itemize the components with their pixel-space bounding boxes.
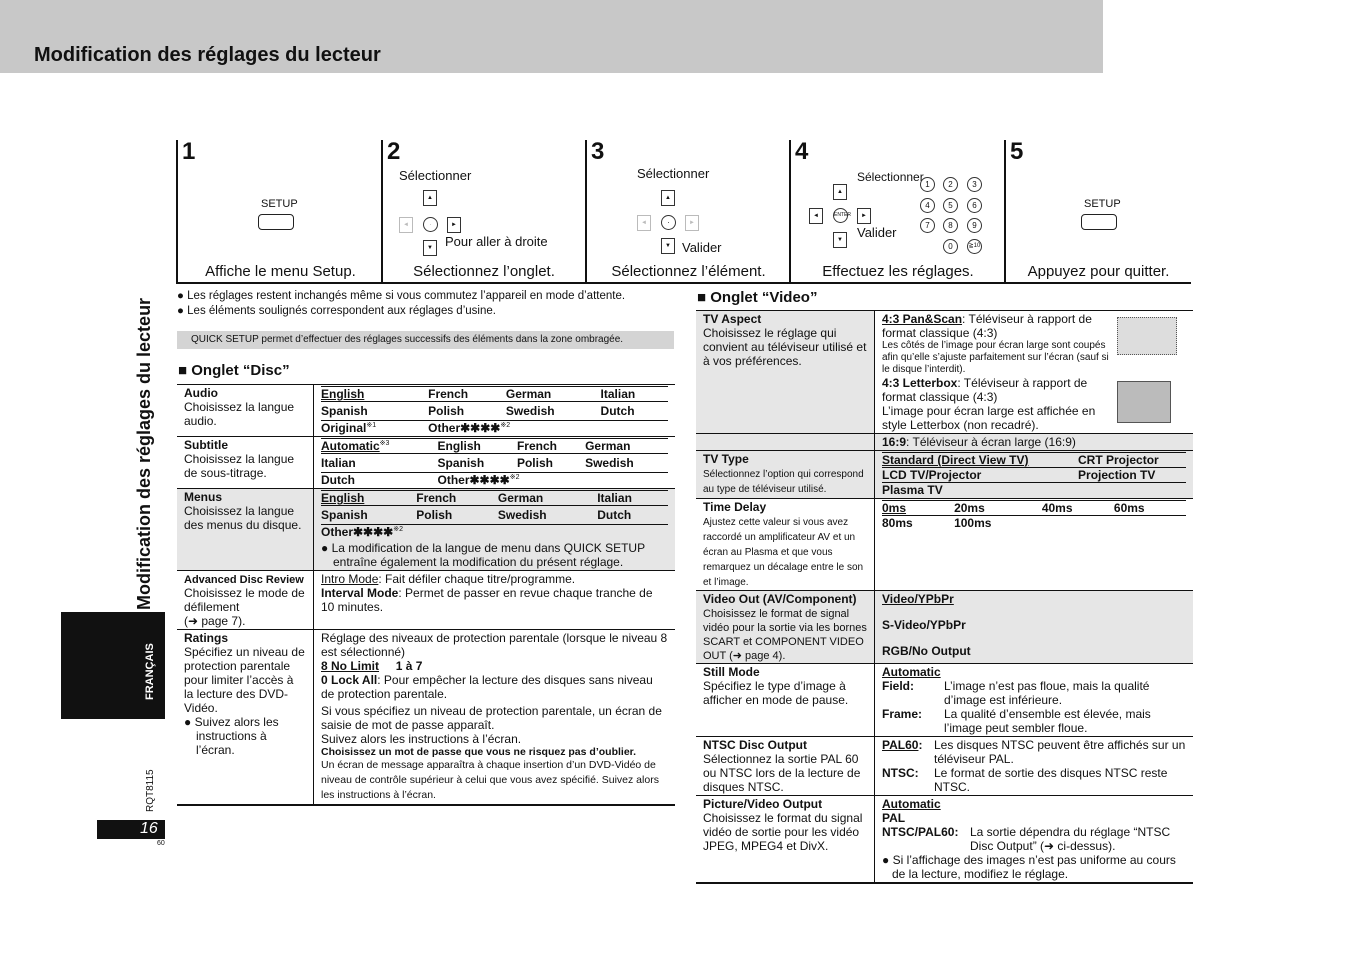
table-row-tv-aspect: TV Aspect Choisissez le réglage qui convient au téléviseur utilisé et à vos préférences. 4:3 Pan&Scan: Téléviseur à rapport de format classique (4:3) Les côtés de l’image pour écran large sont coupés afin qu’elle s’ajuste parfaitement sur l’écran (sauf si le disque l’interdit). 4:3 Letterbox: Téléviseur à rapport de format classique (4:3) L’image pour écran large est affichée en style Letterbox (non recadré). — [696, 311, 1193, 434]
select-label: Sélectionner — [637, 166, 710, 181]
header-band — [0, 0, 1103, 73]
table-row-menus: Menus Choisissez la langue des menus du disque. English French German Italian Spanish Polish Swedish Dutch Other✱✱✱✱$^{※2}$ ● La modification de la langue de menu dans QUICK SETUP entraîne également la modification du présent réglage. — [177, 489, 675, 571]
step-caption: Sélectionnez l’élément. — [611, 263, 766, 280]
select-label: Sélectionner — [857, 170, 924, 184]
video-tab-heading: ■ Onglet “Video” — [697, 289, 818, 306]
step-caption: Effectuez les réglages. — [822, 263, 974, 280]
left-arrow-key: ◄ — [637, 215, 651, 231]
number-key-6[interactable]: 6 — [967, 198, 982, 213]
down-arrow-key[interactable]: ▼ — [661, 238, 675, 254]
number-key-7[interactable]: 7 — [920, 218, 935, 233]
step-caption: Sélectionnez l’onglet. — [413, 263, 555, 280]
document-code: RQT8115 — [145, 769, 156, 812]
pan-scan-illustration — [1117, 317, 1177, 355]
number-key-4[interactable]: 4 — [920, 198, 935, 213]
setup-label: SETUP — [1084, 198, 1121, 210]
step-5 — [1004, 140, 1191, 284]
video-settings-table — [696, 310, 1193, 884]
note-item: ● Les réglages restent inchangés même si vous commutez l’appareil en mode d’attente. — [177, 290, 626, 302]
step-4 — [789, 140, 1005, 284]
step-number: 5 — [1010, 138, 1024, 165]
table-row-aspect-169: 16:9: Téléviseur à écran large (16:9) — [696, 434, 1193, 451]
enter-key[interactable]: · — [661, 215, 676, 230]
number-key-8[interactable]: 8 — [943, 218, 958, 233]
table-row-video-out: Video Out (AV/Component) Choisissez le format de signal vidéo pour la sortie via les bornes SCART et COMPONENT VIDEO OUT (➜ page 4). Video/YPbPr S-Video/YPbPr RGB/No Output — [696, 591, 1193, 664]
up-arrow-key[interactable]: ▲ — [661, 190, 675, 206]
number-key-0[interactable]: 0 — [943, 239, 958, 254]
page-title: Modification des réglages du lecteur — [34, 44, 381, 66]
page-sub-number: 60 — [157, 840, 165, 847]
down-arrow-key[interactable]: ▼ — [423, 240, 437, 256]
confirm-label: Valider — [682, 240, 722, 255]
step-3 — [585, 140, 790, 284]
enter-key[interactable]: ENTER — [833, 208, 848, 223]
number-key-10plus[interactable]: ≧10 — [967, 239, 982, 254]
step-number: 1 — [182, 138, 196, 165]
number-key-1[interactable]: 1 — [920, 177, 935, 192]
disc-settings-table — [177, 384, 675, 806]
right-arrow-key[interactable]: ► — [857, 208, 871, 224]
step-caption: Affiche le menu Setup. — [205, 263, 356, 280]
table-row-still-mode: Still Mode Spécifiez le type d’image à afficher en mode de pause. Automatic Field: L’image n’est pas floue, mais la qualité d’image est inférieure. Frame: La qualité d’ensemble est élevée, mais l’image peut sembler floue. — [696, 664, 1193, 737]
right-note: Pour aller à droite — [445, 234, 548, 249]
table-row-time-delay: Time Delay Ajustez cette valeur si vous avez raccordé un amplificateur AV et un écran au Plasma et que vous remarquez un décalage entre le son et l’image. 0ms 20ms 40ms 60ms 80ms 100ms — [696, 499, 1193, 591]
page-number: 16 — [140, 820, 158, 837]
setup-label: SETUP — [261, 198, 298, 210]
language-tab-label: FRANÇAIS — [144, 643, 156, 700]
step-caption: Appuyez pour quitter. — [1027, 263, 1170, 280]
table-row-ratings: Ratings Spécifiez un niveau de protection parentale pour limiter l’accès à la lecture des DVD-Vidéo. ● Suivez alors les instructions à l’écran. Réglage des niveaux de protection parentale (lorsque le niveau 8 est sélectionné) 8 No Limit 1 à 7 0 Lock All: Pour empêcher la lecture des disques sans niveau de protection parentale. Si vous spécifiez un niveau de protection parentale, un écran de saisie de mot de passe apparaît. Suivez alors les instructions à l’écran. Choisissez un mot de passe que vous ne risquez pas d’oublier. Un écran de message apparaîtra à chaque insertion d’un DVD-Vidéo de niveau de contrôle supérieur à celui que vous avez spécifié. Suivez alors les instructions à l’écran. — [177, 630, 675, 806]
disc-tab-heading: ■ Onglet “Disc” — [178, 362, 290, 379]
right-arrow-key[interactable]: ► — [447, 217, 461, 233]
number-key-9[interactable]: 9 — [967, 218, 982, 233]
setup-button[interactable] — [258, 214, 294, 230]
table-row-audio: Audio Choisissez la langue audio. English French German Italian Spanish Polish Swedish Dutch Original$^{※1}$ Other✱✱✱✱$^{※2}$ — [177, 385, 675, 437]
table-row-advanced-disc-review: Advanced Disc Review Choisissez le mode de défilement (➜ page 7). Intro Mode: Fait défiler chaque titre/programme. Interval Mode: Permet de passer en revue chaque tranche de 10 minutes. — [177, 571, 675, 630]
table-row-subtitle: Subtitle Choisissez la langue de sous-titrage. Automatic$^{※3}$ English French German Italian Spanish Polish Swedish Dutch Other✱✱✱✱$^{※2}$ — [177, 437, 675, 489]
letterbox-illustration — [1117, 381, 1171, 423]
vertical-section-title: Modification des réglages du lecteur — [134, 297, 154, 610]
down-arrow-key[interactable]: ▼ — [833, 232, 847, 248]
setup-button[interactable] — [1081, 214, 1117, 230]
table-row-picture-output: Picture/Video Output Choisissez le format du signal vidéo de sortie pour les vidéo JPEG, MPEG4 et DivX. Automatic PAL NTSC/PAL60: La sortie dépendra du réglage “NTSC Disc Output” (➜ ci-dessus). ● Si l’affichage des images n’est pas uniforme au cours de la lecture, modifiez le réglage. — [696, 796, 1193, 884]
confirm-label: Valider — [857, 225, 897, 240]
up-arrow-key[interactable]: ▲ — [423, 190, 437, 206]
number-key-2[interactable]: 2 — [943, 177, 958, 192]
note-item: ● Les éléments soulignés correspondent aux réglages d’usine. — [177, 305, 496, 317]
left-arrow-key[interactable]: ◄ — [809, 208, 823, 224]
enter-key: · — [423, 217, 438, 232]
quick-setup-note: QUICK SETUP permet d’effectuer des réglages successifs des éléments dans la zone ombragée. — [177, 331, 674, 349]
select-label: Sélectionner — [399, 168, 472, 183]
step-1 — [176, 140, 383, 284]
step-number: 2 — [387, 138, 401, 165]
table-row-tv-type: TV Type Sélectionnez l’option qui correspond au type de téléviseur utilisé. Standard (Direct View TV) CRT Projector LCD TV/Projector Projection TV Plasma TV — [696, 451, 1193, 499]
number-key-3[interactable]: 3 — [967, 177, 982, 192]
table-row-ntsc-output: NTSC Disc Output Sélectionnez la sortie PAL 60 ou NTSC lors de la lecture de disques NTSC. PAL60: Les disques NTSC peuvent être affichés sur un téléviseur PAL. NTSC: Le format de sortie des disques NTSC reste NTSC. — [696, 737, 1193, 796]
step-2 — [381, 140, 585, 284]
step-number: 4 — [795, 138, 809, 165]
step-number: 3 — [591, 138, 605, 165]
number-key-5[interactable]: 5 — [943, 198, 958, 213]
up-arrow-key[interactable]: ▲ — [833, 184, 847, 200]
left-arrow-key: ◄ — [399, 217, 413, 233]
right-arrow-key: ► — [685, 215, 699, 231]
notes — [177, 289, 687, 319]
